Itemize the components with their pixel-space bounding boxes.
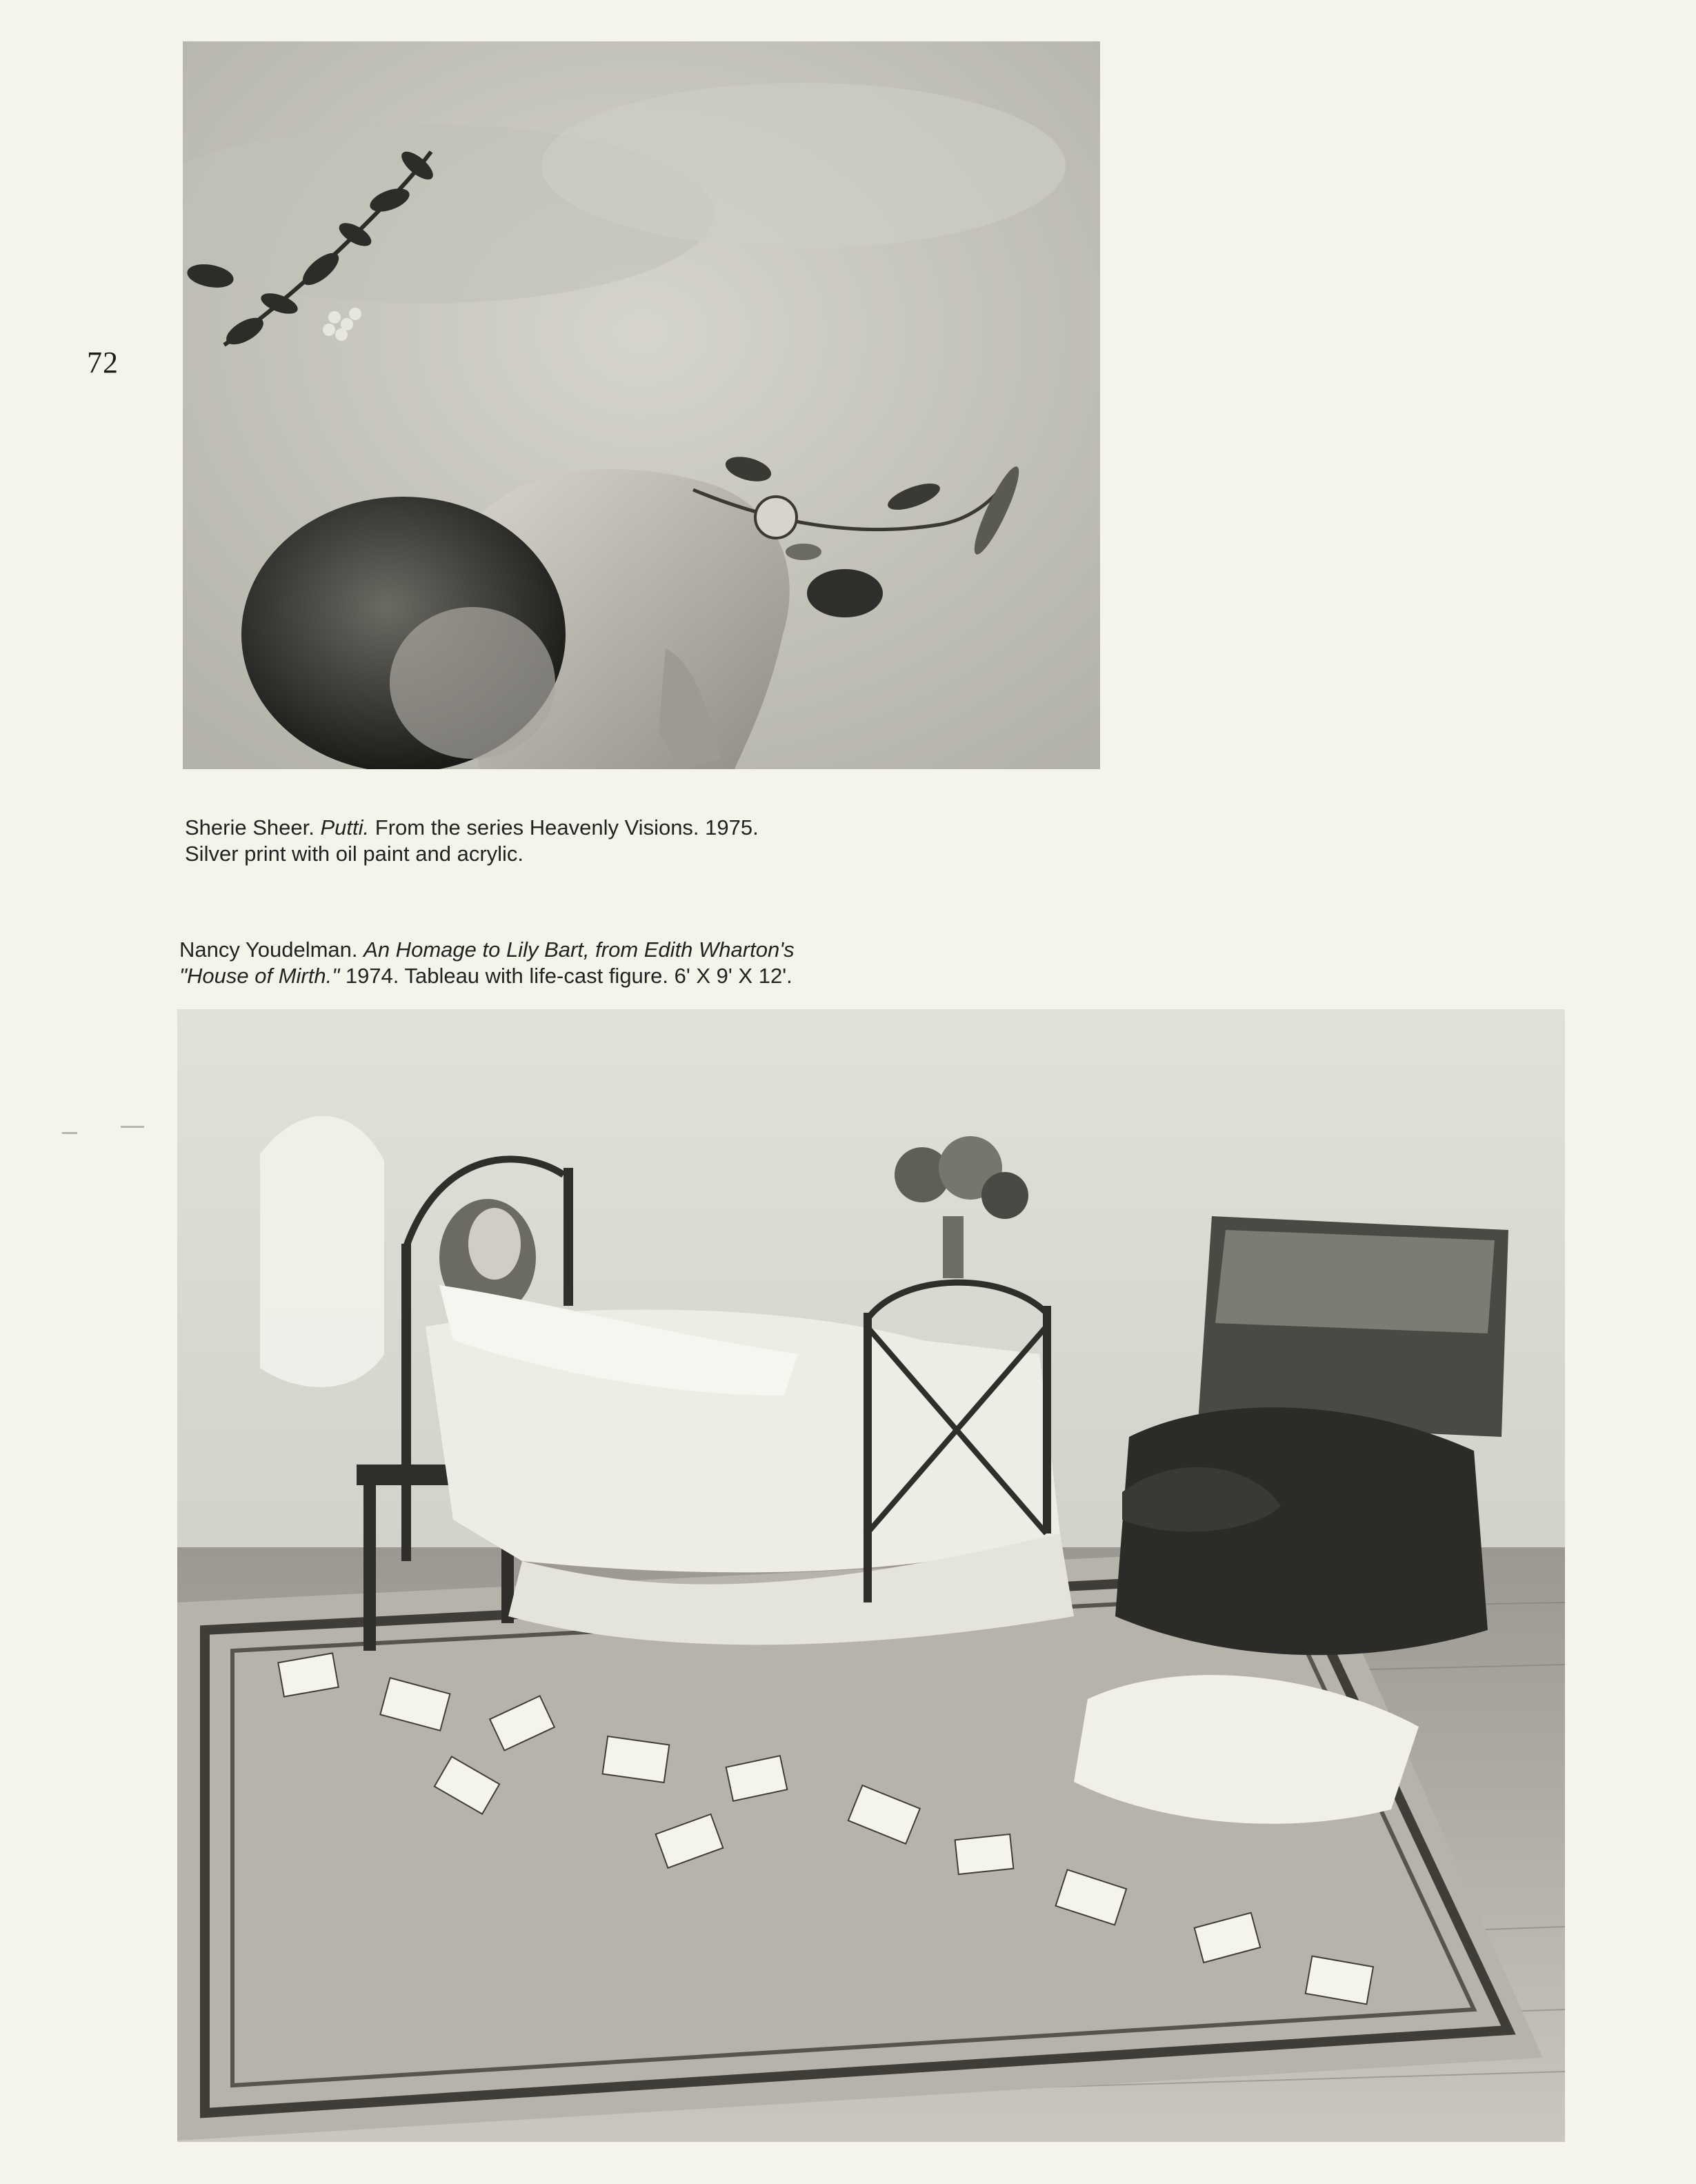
artwork-title-part-2: "House of Mirth." — [179, 964, 340, 988]
caption-details: 1974. Tableau with life-cast figure. 6' X 9' X 12'. — [345, 964, 792, 988]
putti-caption — [185, 815, 806, 867]
caption-line-1 — [179, 937, 855, 963]
putti-image — [183, 41, 1100, 769]
artist-name: Sherie Sheer. — [185, 815, 315, 840]
artwork-title: Putti. — [320, 815, 370, 840]
caption-line-1 — [185, 815, 806, 841]
homage-photograph — [177, 1009, 1565, 2142]
artwork-title-part-1: An Homage to Lily Bart, from Edith Wharton's — [363, 937, 795, 962]
homage-caption — [179, 937, 855, 989]
margin-mark — [121, 1126, 144, 1128]
caption-line-2: Silver print with oil paint and acrylic. — [185, 842, 524, 866]
caption-details: From the series Heavenly Visions. 1975. — [375, 815, 759, 840]
putti-photograph — [183, 41, 1100, 769]
margin-mark — [62, 1132, 77, 1134]
caption-line-2 — [179, 963, 855, 989]
page-number: 72 — [87, 346, 119, 379]
artist-name: Nancy Youdelman. — [179, 937, 358, 962]
homage-image — [177, 1009, 1565, 2142]
